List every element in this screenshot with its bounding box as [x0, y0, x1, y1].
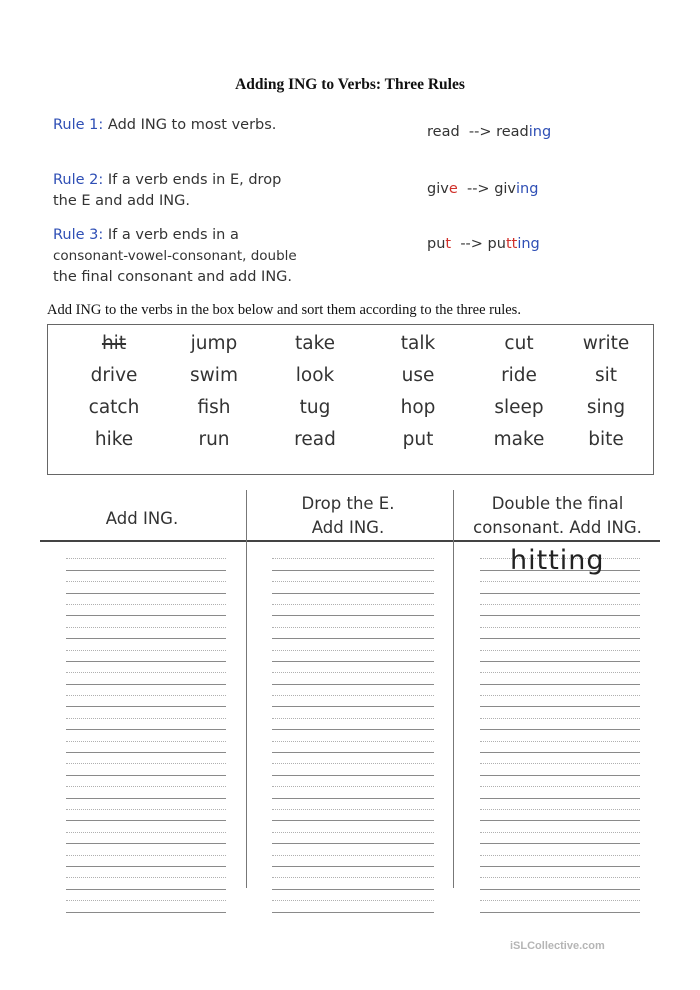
- writing-line: [272, 764, 434, 775]
- writing-line: [66, 844, 226, 855]
- writing-line: [272, 571, 434, 582]
- writing-line: [480, 867, 640, 878]
- writing-line: [272, 901, 434, 912]
- writing-line: [272, 594, 434, 605]
- example-3-doubled-letter: tt: [505, 236, 518, 252]
- example-3-result-stem: pu: [487, 236, 506, 252]
- verb-word: tug: [299, 397, 331, 418]
- writing-line: [480, 719, 640, 730]
- example-2-result-suffix: ing: [516, 181, 539, 197]
- writing-line: [272, 559, 434, 570]
- writing-line: [272, 673, 434, 684]
- column-divider: [453, 490, 454, 888]
- verb-word: talk: [400, 333, 436, 354]
- rule-2-label: Rule 2:: [53, 172, 104, 188]
- example-1-base: read: [427, 124, 460, 140]
- writing-line: [272, 616, 434, 627]
- rule-1: [53, 115, 276, 136]
- writing-line: [272, 867, 434, 878]
- rule-1-text: Add ING to most verbs.: [107, 117, 277, 133]
- writing-line: [272, 844, 434, 855]
- writing-line: [480, 605, 640, 616]
- instruction-text: Add ING to the verbs in the box below and sort them according to the three rules.: [47, 302, 521, 318]
- column-header-drop-e: [250, 492, 446, 540]
- verb-word: run: [198, 429, 230, 450]
- rule-3-label: Rule 3:: [53, 227, 104, 243]
- writing-line: [272, 582, 434, 593]
- verb-word: hike: [94, 429, 134, 450]
- writing-line: [480, 628, 640, 639]
- rule-2: [53, 170, 281, 212]
- writing-line: [480, 901, 640, 912]
- writing-line: [480, 856, 640, 867]
- writing-lines-col1[interactable]: [66, 548, 226, 913]
- writing-line: [480, 651, 640, 662]
- writing-line: [480, 742, 640, 753]
- verb-word: catch: [88, 397, 140, 418]
- verb-word: sit: [594, 365, 618, 386]
- writing-line: [272, 753, 434, 764]
- verb-word: put: [402, 429, 434, 450]
- column-header-drop-e-line1: Drop the E.: [301, 494, 395, 513]
- writing-line: [272, 696, 434, 707]
- writing-lines-col2[interactable]: [272, 548, 434, 913]
- writing-line: [66, 890, 226, 901]
- writing-line: [480, 833, 640, 844]
- rule-2-text-line2: the E and add ING.: [53, 193, 190, 209]
- verb-word: ride: [501, 365, 537, 386]
- writing-line: [66, 810, 226, 821]
- writing-line: [272, 639, 434, 650]
- writing-line: [272, 651, 434, 662]
- example-1-arrow: -->: [468, 124, 492, 140]
- writing-line: [66, 787, 226, 798]
- writing-line: [66, 730, 226, 741]
- writing-line: [480, 878, 640, 889]
- writing-line: [480, 639, 640, 650]
- rule-3: [53, 225, 297, 288]
- verb-word: drive: [90, 365, 138, 386]
- writing-line: [66, 639, 226, 650]
- example-1: [427, 124, 551, 140]
- writing-line: [66, 651, 226, 662]
- column-divider: [246, 490, 247, 888]
- writing-line: [66, 605, 226, 616]
- writing-line: [480, 707, 640, 718]
- example-2-result-stem: giv: [494, 181, 517, 197]
- writing-line: [480, 730, 640, 741]
- example-3-result-suffix: ing: [517, 236, 540, 252]
- writing-line: [66, 764, 226, 775]
- writing-line: [272, 605, 434, 616]
- writing-line: [66, 856, 226, 867]
- verb-word: swim: [190, 365, 238, 386]
- writing-line: [272, 628, 434, 639]
- worksheet-title: Adding ING to Verbs: Three Rules: [235, 76, 465, 93]
- example-2-base-dropped-letter: e: [448, 181, 458, 197]
- writing-line: [480, 685, 640, 696]
- writing-line: [66, 548, 226, 559]
- writing-line: [480, 844, 640, 855]
- verb-word: fish: [197, 397, 231, 418]
- writing-line: [66, 719, 226, 730]
- rule-3-text-line1: If a verb ends in a: [107, 227, 239, 243]
- writing-line: [66, 559, 226, 570]
- verb-word: hit: [101, 333, 127, 354]
- writing-line: [66, 833, 226, 844]
- writing-line: [272, 548, 434, 559]
- writing-line: [272, 742, 434, 753]
- writing-line: [272, 810, 434, 821]
- writing-line: [480, 594, 640, 605]
- writing-line: [66, 571, 226, 582]
- writing-line: [480, 753, 640, 764]
- verb-word: use: [401, 365, 435, 386]
- writing-line: [480, 787, 640, 798]
- writing-line: [272, 730, 434, 741]
- writing-line: [66, 821, 226, 832]
- column-header-double-line1: Double the final: [491, 494, 624, 513]
- writing-line: [272, 685, 434, 696]
- writing-line: [272, 856, 434, 867]
- verb-word: hop: [400, 397, 436, 418]
- writing-line: [272, 776, 434, 787]
- rule-3-text-line2: consonant-vowel-consonant, double: [53, 248, 297, 264]
- table-header-divider: [40, 540, 660, 542]
- example-answer: hitting: [510, 545, 605, 576]
- writing-line: [272, 707, 434, 718]
- writing-line: [66, 742, 226, 753]
- example-2-arrow: -->: [466, 181, 490, 197]
- writing-line: [272, 662, 434, 673]
- writing-lines-col3[interactable]: [480, 548, 640, 913]
- writing-line: [66, 685, 226, 696]
- verb-box: [47, 324, 654, 475]
- writing-line: [272, 890, 434, 901]
- writing-line: [480, 810, 640, 821]
- writing-line: [480, 582, 640, 593]
- example-3-arrow: -->: [460, 236, 483, 252]
- writing-line: [66, 673, 226, 684]
- writing-line: [272, 787, 434, 798]
- column-header-double-line2: consonant. Add ING.: [473, 518, 642, 537]
- example-1-result-stem: read: [496, 124, 529, 140]
- writing-line: [66, 662, 226, 673]
- writing-line: [66, 753, 226, 764]
- writing-line: [66, 696, 226, 707]
- writing-line: [480, 799, 640, 810]
- verb-word: make: [493, 429, 545, 450]
- example-2: [427, 181, 538, 197]
- writing-line: [480, 662, 640, 673]
- example-3-base-stem: pu: [427, 236, 446, 252]
- writing-line: [66, 799, 226, 810]
- writing-line: [272, 878, 434, 889]
- writing-line: [272, 799, 434, 810]
- writing-line: [480, 616, 640, 627]
- example-2-base-stem: giv: [427, 181, 449, 197]
- rule-2-text-line1: If a verb ends in E, drop: [107, 172, 282, 188]
- writing-line: [66, 776, 226, 787]
- verb-word: bite: [588, 429, 624, 450]
- verb-word: read: [294, 429, 336, 450]
- writing-line: [272, 719, 434, 730]
- verb-word: take: [294, 333, 336, 354]
- verb-word: look: [295, 365, 335, 386]
- writing-line: [480, 890, 640, 901]
- writing-line: [66, 867, 226, 878]
- writing-line: [480, 821, 640, 832]
- verb-word: sing: [586, 397, 626, 418]
- writing-line: [66, 707, 226, 718]
- verb-word: cut: [504, 333, 534, 354]
- writing-line: [480, 764, 640, 775]
- writing-line: [480, 696, 640, 707]
- rule-3-text-line3: the final consonant and add ING.: [53, 269, 293, 285]
- writing-line: [480, 776, 640, 787]
- rule-1-label: Rule 1:: [53, 117, 104, 133]
- example-3-base-final-letter: t: [445, 236, 452, 252]
- verb-word: jump: [190, 333, 238, 354]
- column-header-add-ing: Add ING.: [105, 509, 179, 528]
- writing-line: [66, 616, 226, 627]
- writing-line: [272, 833, 434, 844]
- example-1-result-suffix: ing: [528, 124, 552, 140]
- writing-line: [272, 821, 434, 832]
- writing-line: [66, 594, 226, 605]
- writing-line: [66, 582, 226, 593]
- writing-line: [66, 628, 226, 639]
- writing-line: [66, 901, 226, 912]
- writing-line: [66, 878, 226, 889]
- column-header-drop-e-line2: Add ING.: [311, 518, 385, 537]
- column-header-double-consonant: [455, 492, 660, 540]
- writing-line: [480, 673, 640, 684]
- verb-word: write: [582, 333, 630, 354]
- example-3: [427, 236, 540, 252]
- verb-word: sleep: [494, 397, 544, 418]
- watermark: iSLCollective.com: [510, 940, 605, 952]
